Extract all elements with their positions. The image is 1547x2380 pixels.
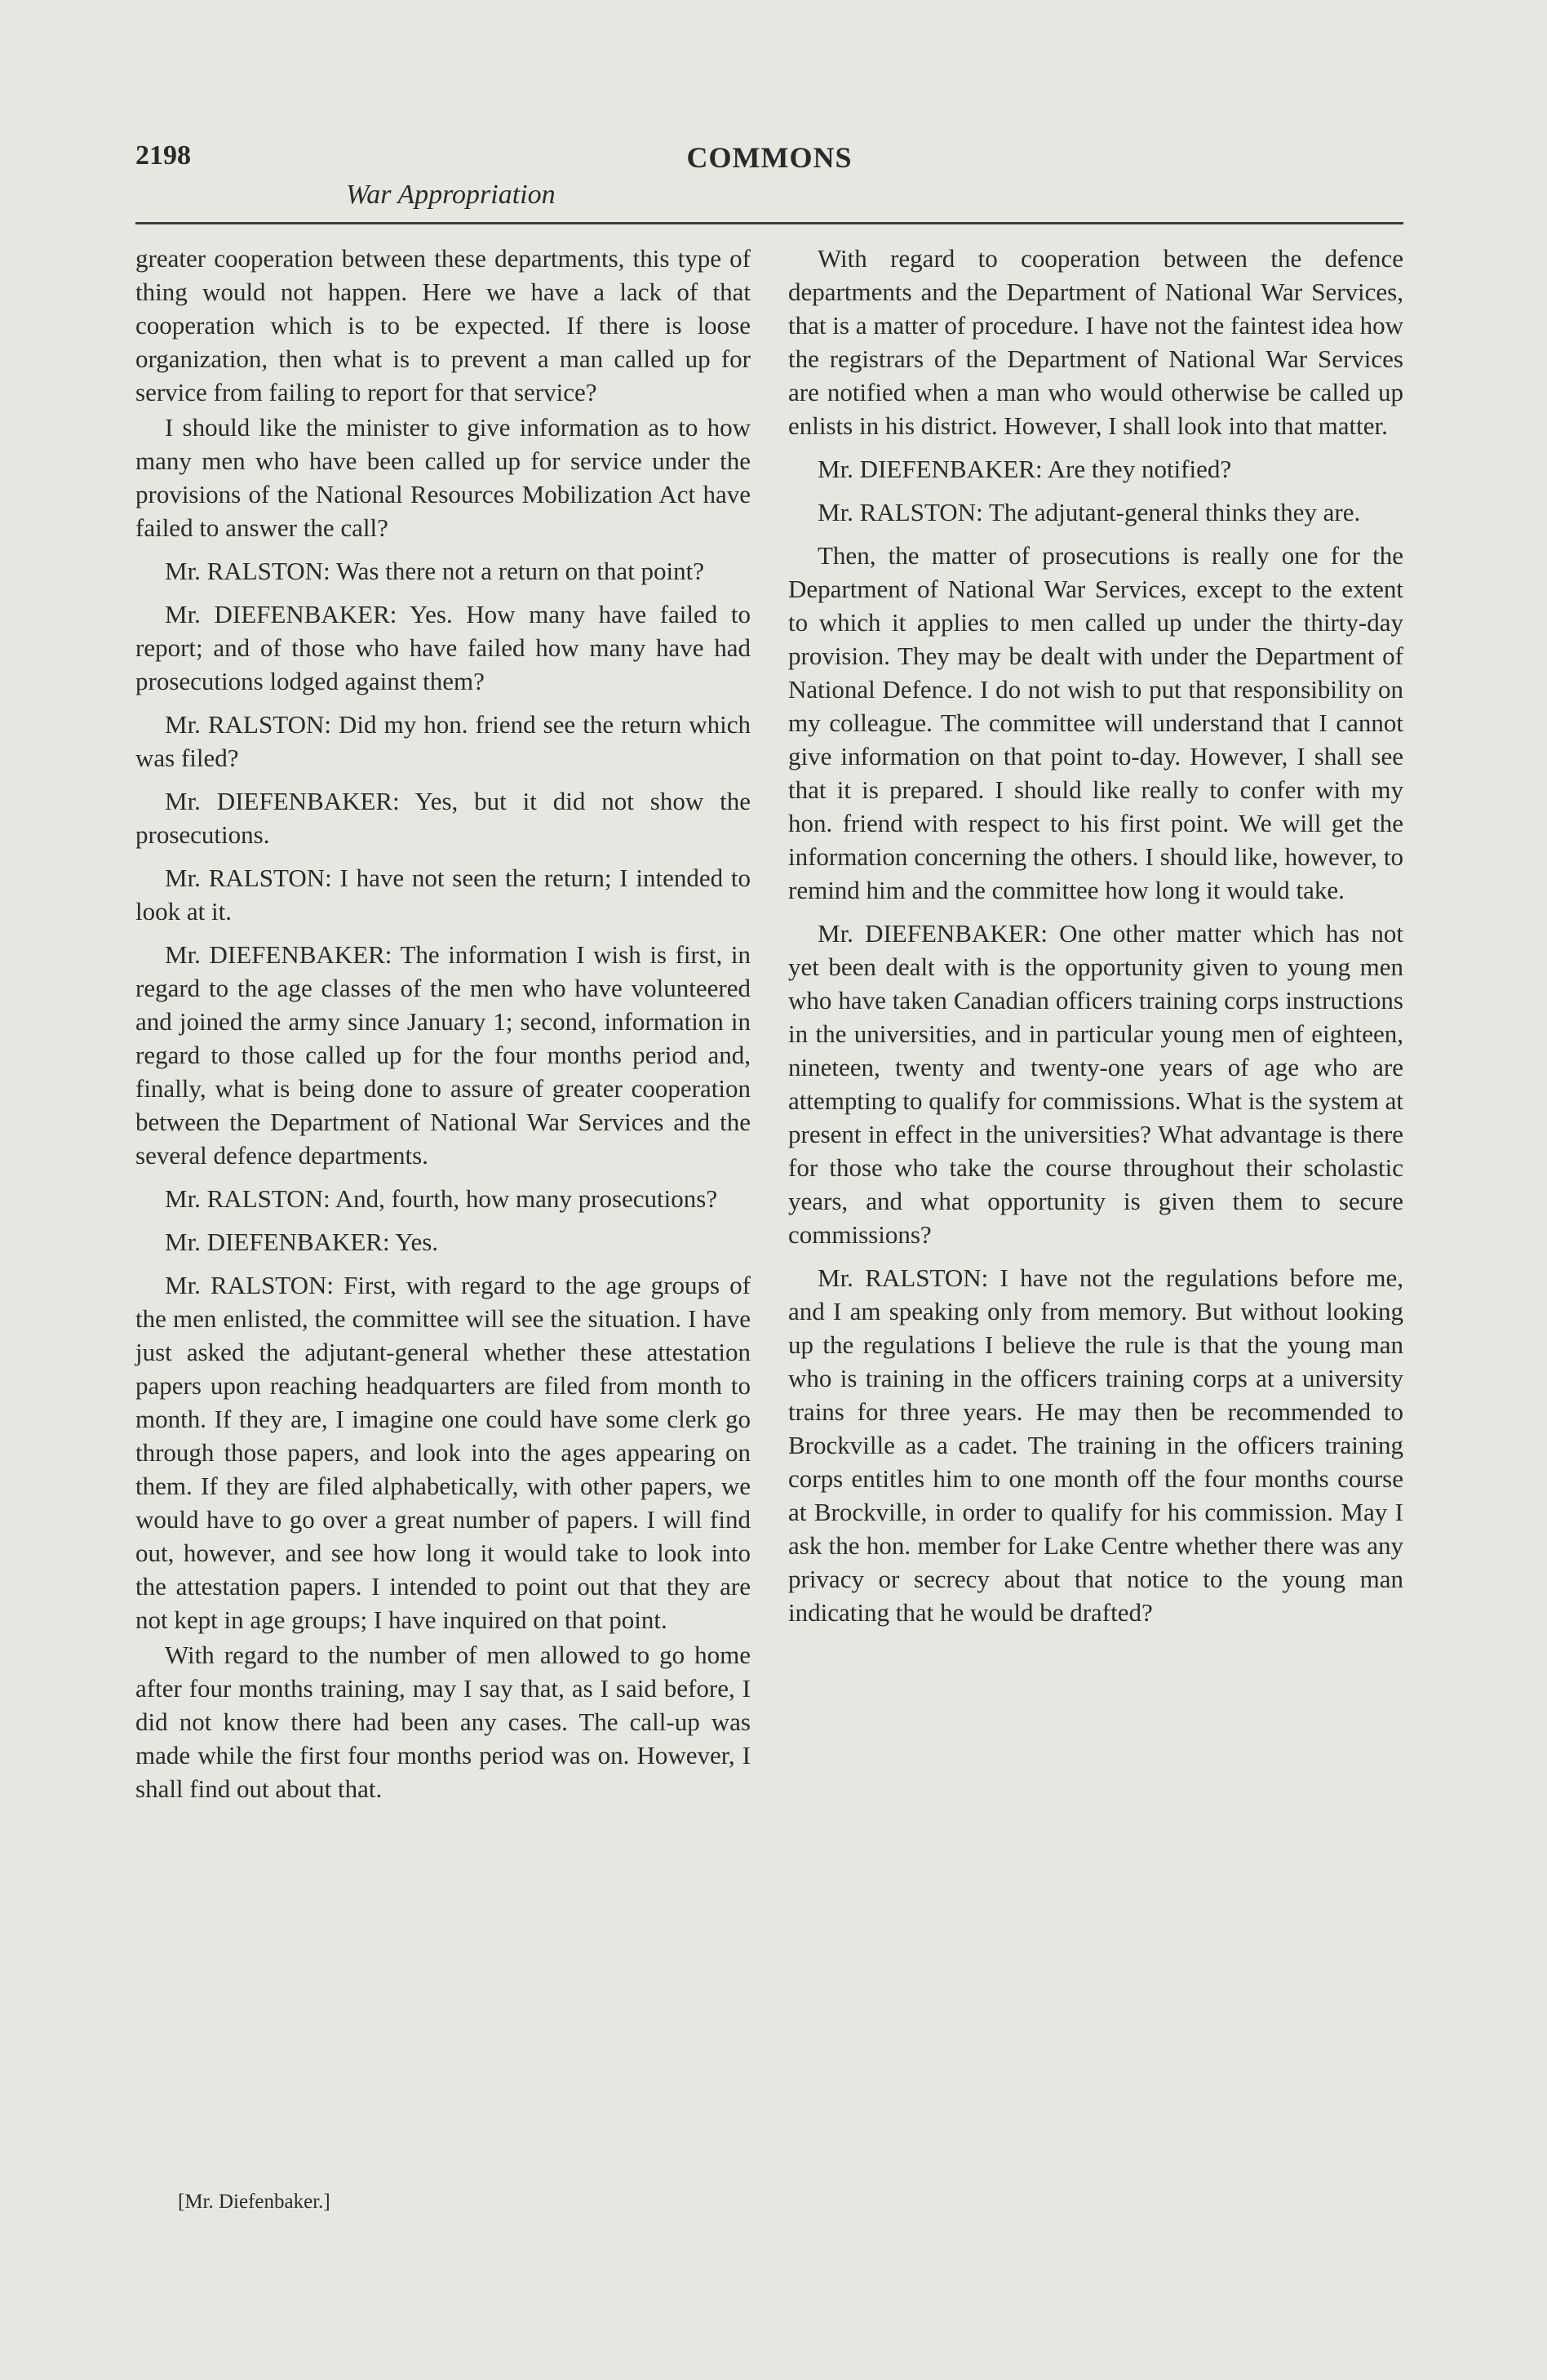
paragraph: Mr. RALSTON: The adjutant-general thinks they are. [818,498,1361,526]
paragraph: With regard to the number of men allowed to go home after four months training, may I say that, as I said before, I did not know there had been any cases. The call-up was made while the first four months period was on. However, I shall find out about that. [135,1641,751,1803]
paragraph: Mr. DIEFENBAKER: Yes. [165,1228,439,1256]
paragraph: Mr. RALSTON: Was there not a return on that point? [165,557,705,585]
paragraph: Mr. DIEFENBAKER: One other matter which has not yet been dealt with is the opportunity given to young men who have taken Canadian officers training corps instructions in the universities, and in particular young men of eighteen, nineteen, twenty and twenty-one years of age who are attempting to qualify for commissions. What is the system at present in effect in the universities? What advantage is there for those who take the course throughout their scholastic years, and what opportunity is given them to secure commissions? [788,919,1403,1249]
paragraph: Mr. DIEFENBAKER: Yes, but it did not show the prosecutions. [135,787,751,849]
paragraph: Mr. RALSTON: I have not seen the return; I intended to look at it. [135,864,751,926]
paragraph: Mr. DIEFENBAKER: The information I wish is first, in regard to the age classes of the men who have volunteered and joined the army since January 1; second, information in regard to those called up for the four months period and, finally, what is being done to assure of greater cooperation between the Department of National War Services and the several defence departments. [135,940,751,1170]
paragraph: Mr. DIEFENBAKER: Yes. How many have failed to report; and of those who have failed how many have had prosecutions lodged against them? [135,600,751,695]
section-title: War Appropriation [346,180,556,210]
page-header [135,140,1403,219]
paragraph: Mr. RALSTON: I have not the regulations before me, and I am speaking only from memory. But without looking up the regulations I believe the rule is that the young man who is training in the officers training corps at a university trains for three years. He may then be recommended to Brockville as a cadet. The training in the officers training corps entitles him to one month off the four months course at Brockville, in order to qualify for his commission. May I ask the hon. member for Lake Centre whether there was any privacy or secrecy about that notice to the young man indicating that he would be drafted? [788,1263,1403,1627]
paragraph: Then, the matter of prosecutions is really one for the Department of National War Services, except to the extent to which it applies to men called up under the thirty-day provision. They may be dealt with under the Department of National Defence. I do not wish to put that responsibility on my colleague. The committee will understand that I cannot give information on that point to-day. However, I shall see that it is prepared. I should like really to confer with my hon. friend with respect to his first point. We will get the information concerning the others. I should like, however, to remind him and the committee how long it would take. [788,541,1403,904]
page-number: 2198 [135,140,191,171]
footnote: [Mr. Diefenbaker.] [178,2191,330,2213]
paragraph: Mr. RALSTON: And, fourth, how many prosecutions? [165,1184,718,1213]
paragraph: I should like the minister to give information as to how many men who have been called up for service under the provisions of the National Resources Mobilization Act have failed to answer the call? [135,413,751,542]
paragraph: Mr. DIEFENBAKER: Are they notified? [818,455,1232,483]
left-column [135,242,751,1815]
header-rule [135,222,1403,224]
right-column [788,242,1403,1639]
paragraph: Mr. RALSTON: First, with regard to the age groups of the men enlisted, the committee will see the situation. I have just asked the adjutant-general whether these attestation papers upon reaching headquarters are filed from month to month. If they are, I imagine one could have some clerk go through those papers, and look into the ages appearing on them. If they are filed alphabetically, with other papers, we would have to go over a great number of papers. I will find out, however, and see how long it would take to look into the attestation papers. I intended to point out that they are not kept in age groups; I have inquired on that point. [135,1271,751,1634]
paragraph: greater cooperation between these departments, this type of thing would not happen. Here we have a lack of that cooperation which is to be expected. If there is loose organization, then what is to prevent a man called up for service from failing to report for that service? [135,244,751,406]
paragraph: With regard to cooperation between the defence departments and the Department of National War Services, that is a matter of procedure. I have not the faintest idea how the registrars of the Department of National War Services are notified when a man who would otherwise be called up enlists in his district. However, I shall look into that matter. [788,244,1403,440]
paragraph: Mr. RALSTON: Did my hon. friend see the return which was filed? [135,710,751,772]
journal-title: COMMONS [686,141,853,174]
